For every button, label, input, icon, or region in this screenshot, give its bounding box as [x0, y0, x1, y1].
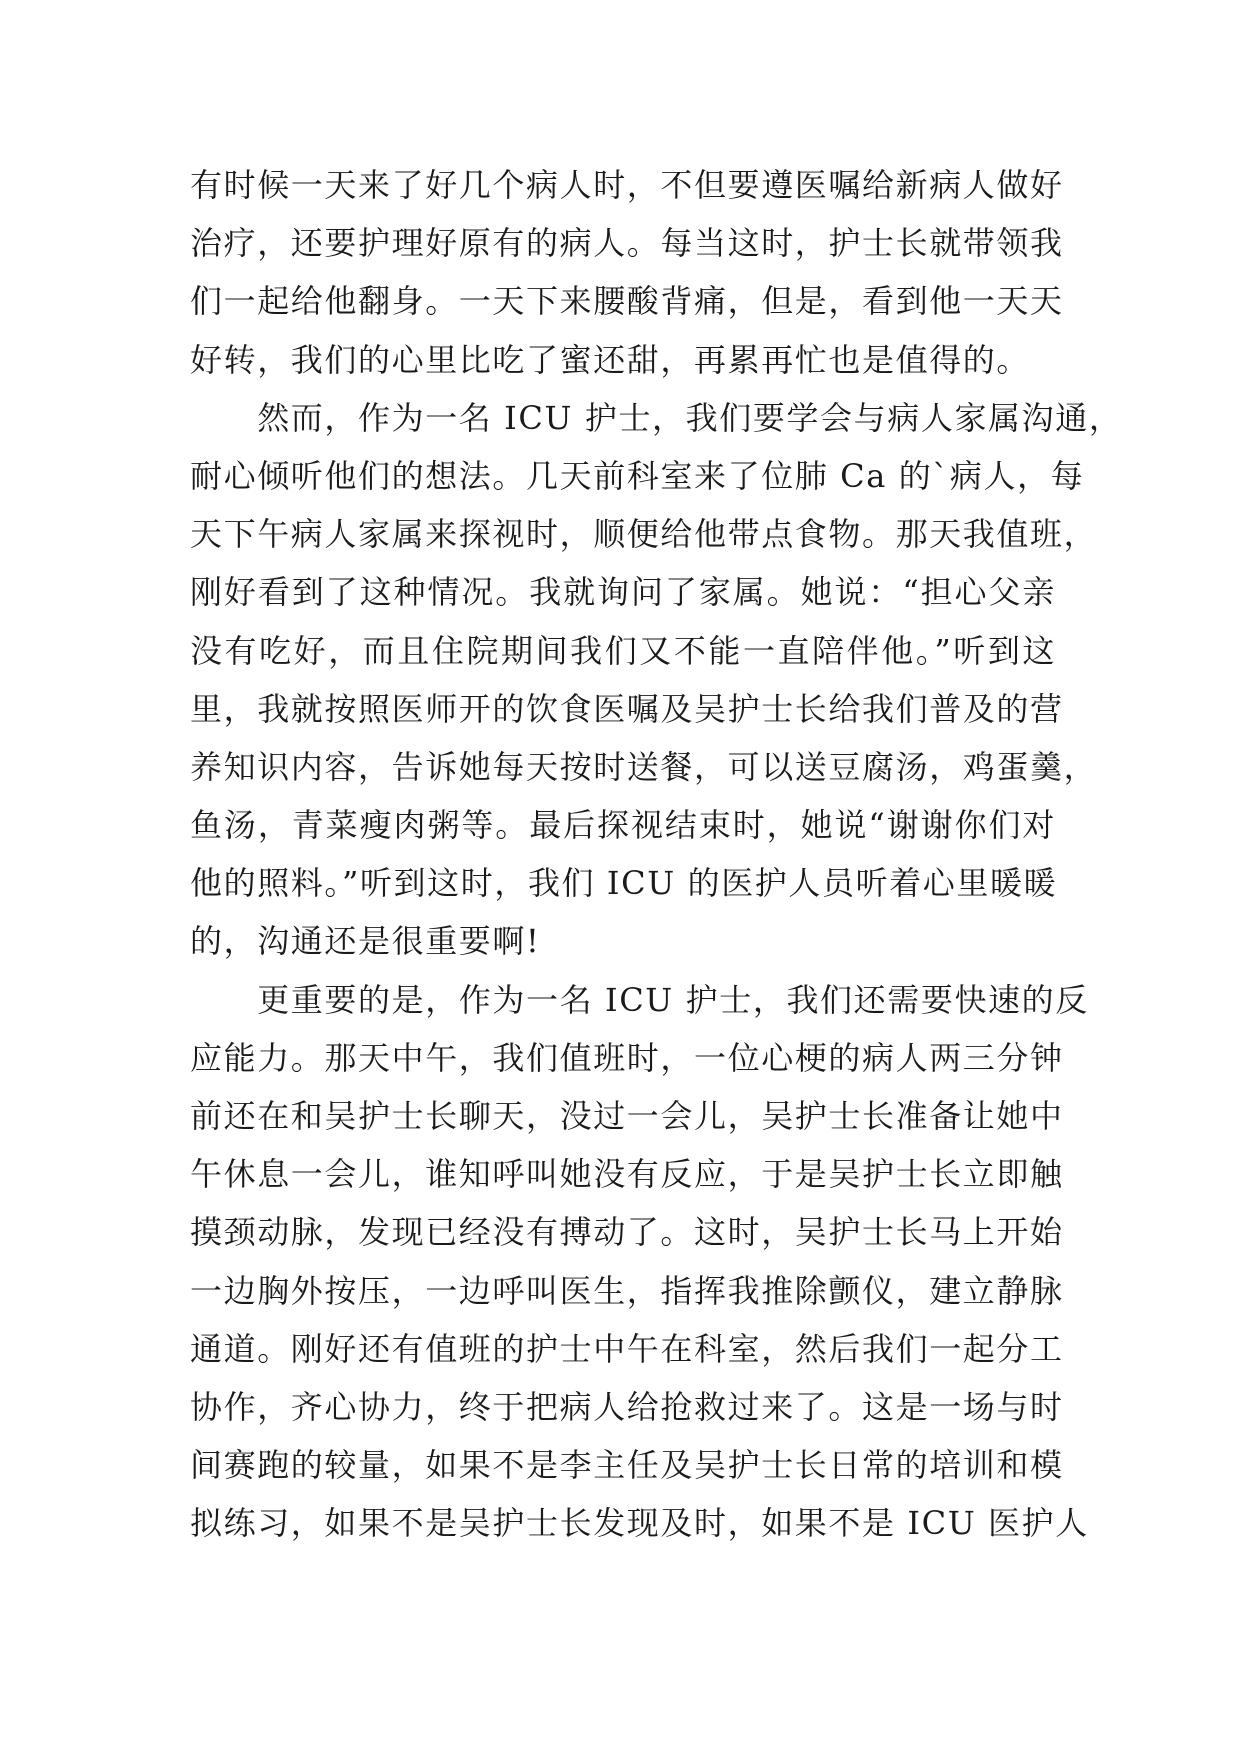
text-line: 里，我就按照医师开的饮食医嘱及吴护士长给我们普及的营 — [190, 689, 1064, 728]
text-line: 养知识内容，告诉她每天按时送餐，可以送豆腐汤，鸡蛋羹， — [190, 747, 1098, 786]
text-line: 刚好看到了这种情况。我就询问了家属。她说：“担心父亲 — [190, 573, 1056, 612]
text-line: 更重要的是，作为一名 ICU 护士，我们还需要快速的反 — [190, 980, 1089, 1019]
text-line: 天下午病人家属来探视时，顺便给他带点食物。那天我值班， — [190, 515, 1098, 554]
body-text — [190, 156, 1123, 1553]
text-line: 摸颈动脉，发现已经没有搏动了。这时，吴护士长马上开始 — [190, 1213, 1064, 1252]
text-line: 有时候一天来了好几个病人时，不但要遵医嘱给新病人做好 — [190, 166, 1064, 204]
text-line: 间赛跑的较量，如果不是李主任及吴护士长日常的培训和模 — [190, 1446, 1064, 1485]
text-line: 们一起给他翻身。一天下来腰酸背痛，但是，看到他一天天 — [190, 282, 1064, 321]
text-line: 然而，作为一名 ICU 护士，我们要学会与病人家属沟通， — [190, 398, 1123, 437]
text-line: 协作，齐心协力，终于把病人给抢救过来了。这是一场与时 — [190, 1387, 1064, 1426]
text-line: 鱼汤，青菜瘦肉粥等。最后探视结束时，她说“谢谢你们对 — [190, 806, 1056, 845]
text-line: 他的照料。”听到这时，我们 ICU 的医护人员听着心里暖暖 — [190, 864, 1058, 903]
text-line: 的，沟通还是很重要啊! — [190, 922, 541, 961]
text-line: 一边胸外按压，一边呼叫医生，指挥我推除颤仪，建立静脉 — [190, 1271, 1064, 1310]
text-line: 前还在和吴护士长聊天，没过一会儿，吴护士长准备让她中 — [190, 1097, 1064, 1135]
text-line: 没有吃好，而且住院期间我们又不能一直陪伴他。”听到这 — [190, 631, 1056, 670]
text-line: 治疗，还要护理好原有的病人。每当这时，护士长就带领我 — [190, 224, 1064, 263]
text-line: 耐心倾听他们的想法。几天前科室来了位肺 Ca 的`病人，每 — [190, 456, 1085, 495]
text-line: 好转，我们的心里比吃了蜜还甜，再累再忙也是值得的。 — [190, 340, 1031, 379]
text-line: 拟练习，如果不是吴护士长发现及时，如果不是 ICU 医护人 — [190, 1504, 1089, 1543]
text-line: 应能力。那天中午，我们值班时，一位心梗的病人两三分钟 — [190, 1038, 1064, 1077]
text-line: 午休息一会儿，谁知呼叫她没有反应，于是吴护士长立即触 — [190, 1155, 1064, 1194]
text-line: 通道。刚好还有值班的护士中午在科室，然后我们一起分工 — [190, 1329, 1064, 1368]
